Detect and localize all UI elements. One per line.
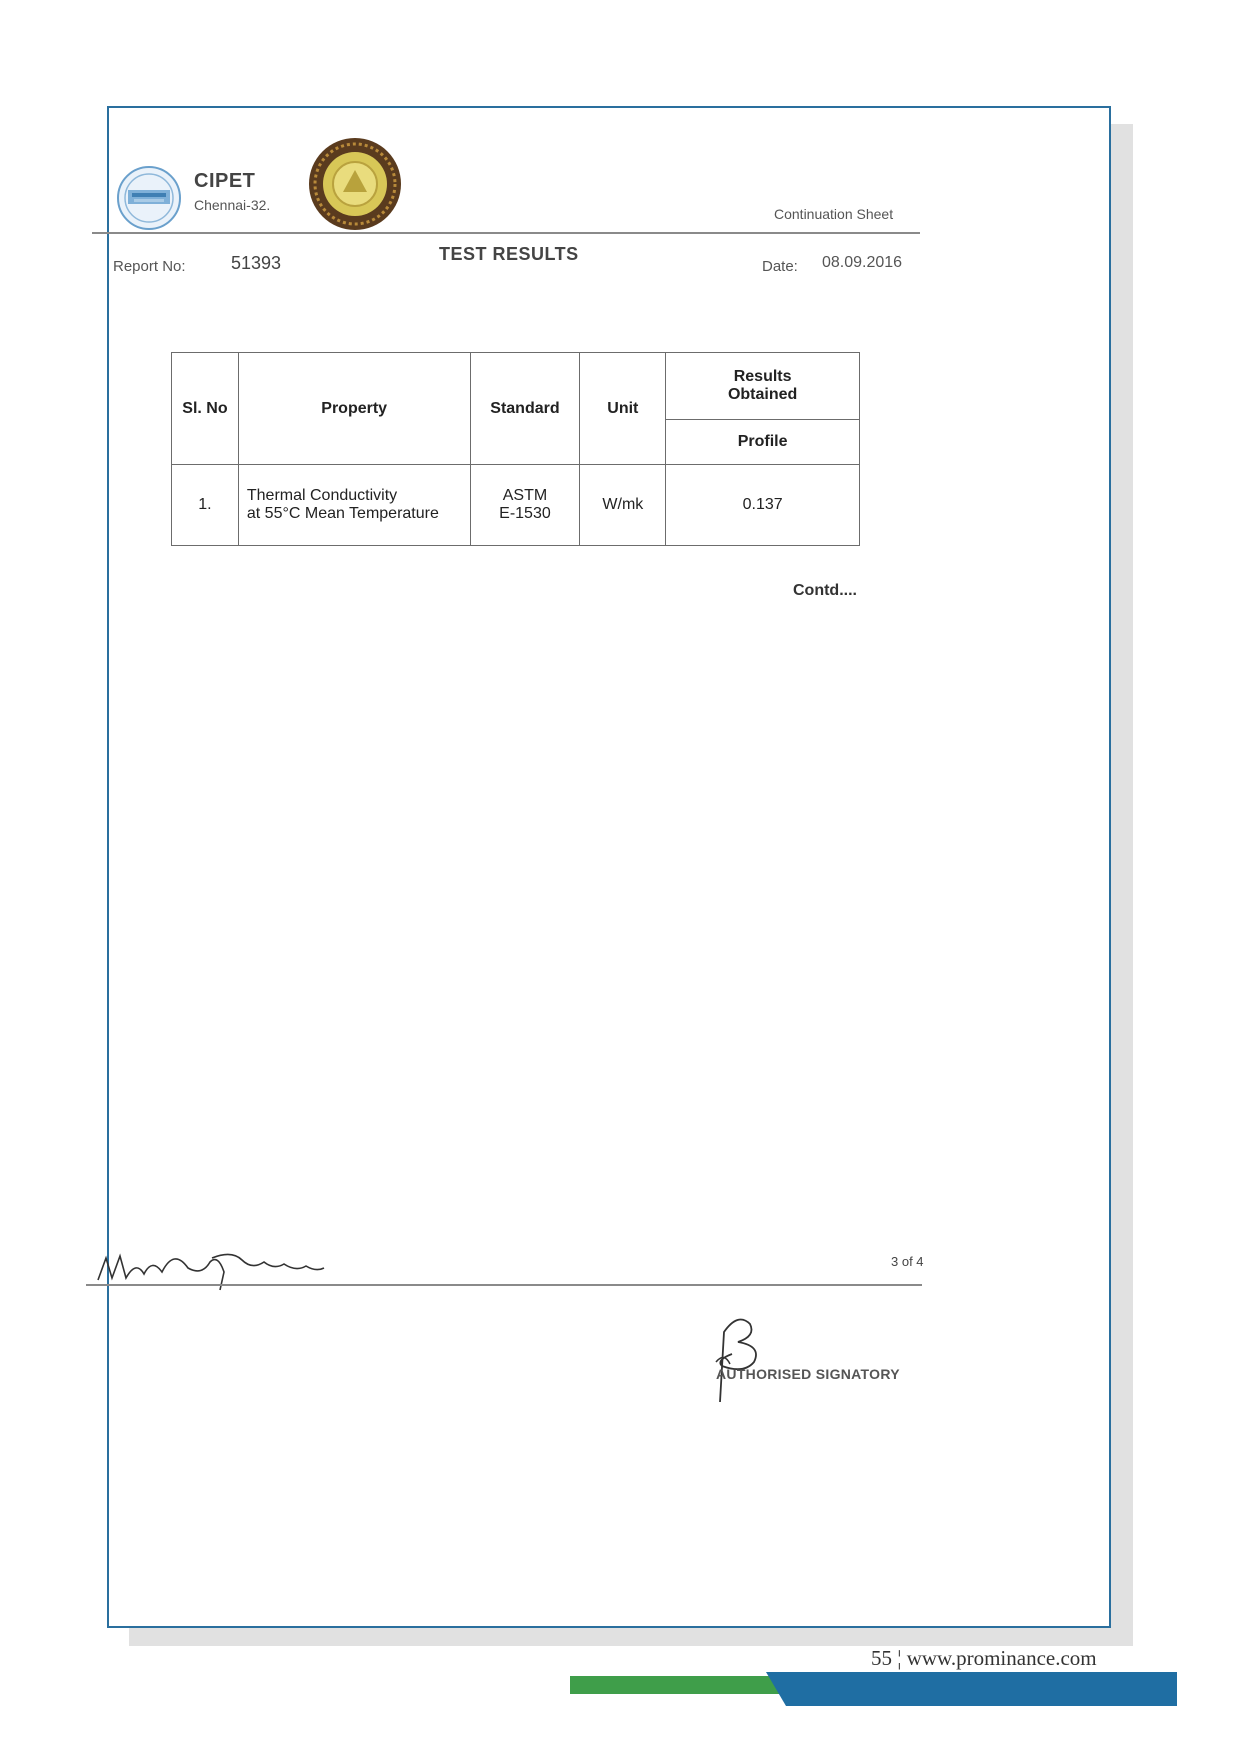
standard-line-1: ASTM [502, 487, 548, 504]
header-results-obtained [666, 353, 860, 420]
results-table [171, 352, 860, 546]
continuation-sheet-label: Continuation Sheet [774, 206, 894, 222]
cell-sl-no: 1. [172, 465, 239, 546]
brand-name: CIPET [194, 170, 256, 192]
gold-seal-icon [307, 136, 403, 232]
cipet-logo-icon [116, 165, 182, 231]
property-line-1: Thermal Conductivity [246, 487, 398, 504]
report-number-label: Report No: [113, 258, 186, 275]
certificate-sheet [107, 106, 1111, 1628]
cell-unit: W/mk [580, 465, 666, 546]
footer-divider [86, 1284, 922, 1286]
header-sl-no: Sl. No [172, 353, 239, 465]
header-profile: Profile [666, 420, 860, 465]
footer-color-bar [570, 1672, 1177, 1706]
header-results-obtained-text: Results Obtained [727, 368, 798, 403]
header-divider [92, 232, 920, 234]
property-line-2: at 55°C Mean Temperature [246, 505, 439, 522]
header-standard: Standard [470, 353, 580, 465]
cell-result-value: 0.137 [666, 465, 860, 546]
brand-location: Chennai-32. [194, 197, 271, 213]
report-number: 51393 [231, 253, 282, 273]
cell-property [238, 465, 470, 546]
page-footer: 55 ¦ www.prominance.com [871, 1646, 1097, 1670]
date-label: Date: [762, 258, 798, 275]
header-property: Property [238, 353, 470, 465]
table-row [172, 465, 860, 546]
standard-line-2: E-1530 [499, 505, 551, 522]
handwritten-signature-icon [92, 1228, 332, 1298]
document-title: TEST RESULTS [439, 244, 579, 264]
authorised-signatory-label: AUTHORISED SIGNATORY [716, 1366, 900, 1382]
signatory-initials-icon [658, 1302, 788, 1412]
cell-standard [470, 465, 580, 546]
date-value: 08.09.2016 [822, 254, 903, 271]
page-count: 3 of 4 [891, 1254, 924, 1269]
continued-label: Contd.... [793, 582, 857, 599]
header-unit: Unit [580, 353, 666, 465]
